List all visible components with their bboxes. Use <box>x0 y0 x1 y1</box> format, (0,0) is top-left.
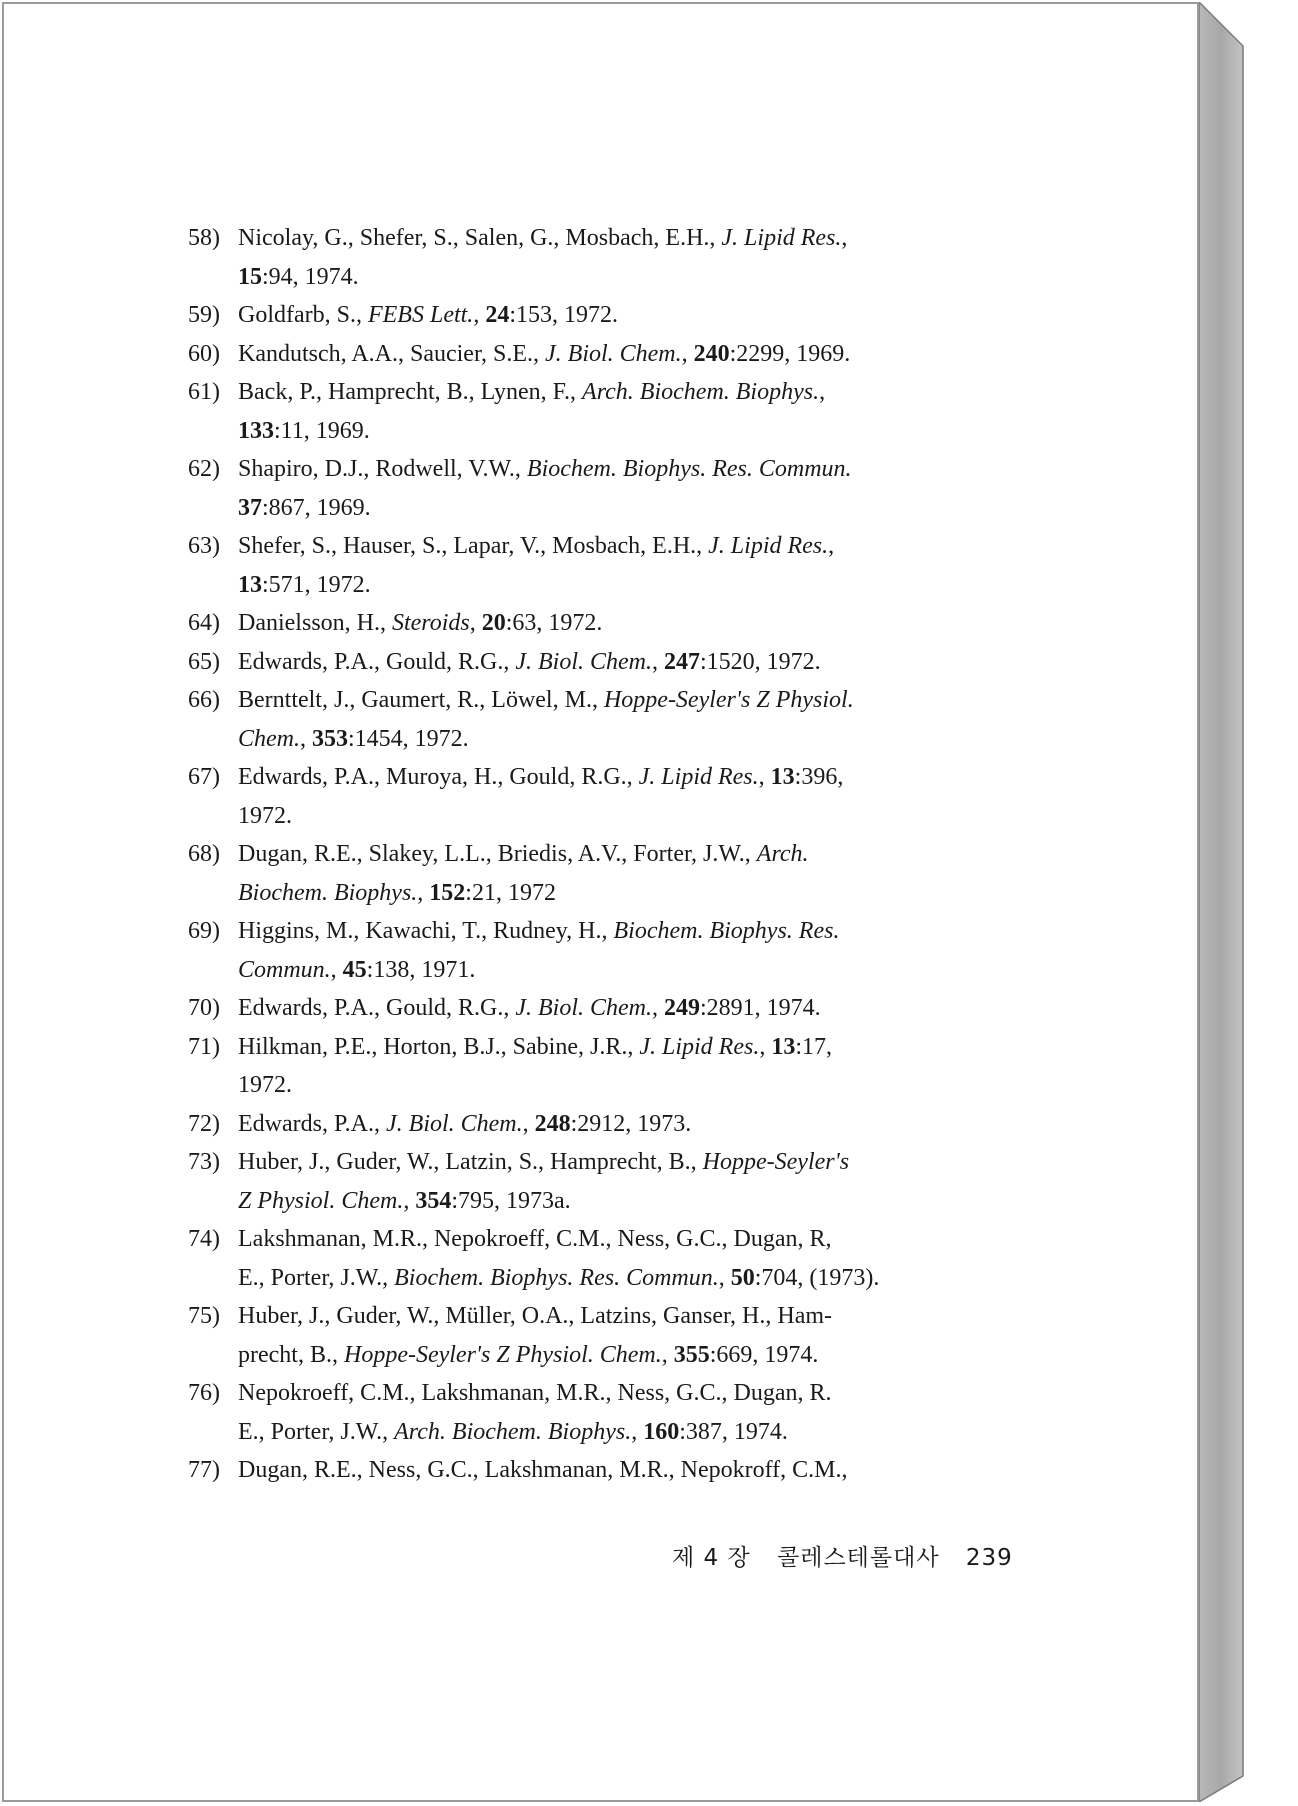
journal-name: Chem. <box>238 725 300 752</box>
reference-item <box>188 373 1020 450</box>
reference-text: :867, 1969. <box>262 494 371 521</box>
reference-number: 65) <box>188 648 220 675</box>
volume-number: 248 <box>534 1110 571 1137</box>
page-number: 239 <box>965 1545 1013 1571</box>
reference-text: , <box>651 648 664 675</box>
reference-text: :669, 1974. <box>709 1341 819 1368</box>
reference-text: Back, P., Hamprecht, B., Lynen, F., <box>238 379 583 405</box>
reference-text: , <box>651 995 664 1021</box>
reference-line <box>238 720 1020 759</box>
reference-text: :1454, 1972. <box>348 725 469 752</box>
reference-text: :17, <box>795 1033 833 1060</box>
reference-text: :795, 1973a. <box>451 1187 571 1214</box>
reference-text: , <box>473 302 486 328</box>
reference-text: :63, 1972. <box>505 610 603 636</box>
reference-text: 1972. <box>238 1072 292 1098</box>
journal-name: Hoppe-Seyler's <box>702 1149 850 1175</box>
reference-line <box>238 1259 1020 1298</box>
reference-text: :396, <box>794 764 844 790</box>
reference-line <box>238 450 1020 489</box>
volume-number: 13 <box>770 764 795 790</box>
reference-text: , <box>403 1187 416 1214</box>
reference-text: Edwards, P.A., <box>238 1110 386 1137</box>
reference-text: :153, 1972. <box>509 302 618 328</box>
reference-item <box>188 219 1020 296</box>
reference-line <box>238 412 1020 451</box>
reference-number: 63) <box>188 533 220 559</box>
reference-number: 76) <box>188 1380 220 1406</box>
journal-name: Arch. Biochem. Biophys. <box>394 1418 632 1445</box>
reference-text: , <box>681 340 694 367</box>
reference-item <box>188 989 1020 1028</box>
reference-text: Higgins, M., Kawachi, T., Rudney, H., <box>238 918 614 944</box>
reference-item <box>188 758 1020 835</box>
reference-number: 68) <box>188 841 220 867</box>
reference-text: Bernttelt, J., Gaumert, R., Löwel, M., <box>238 687 604 713</box>
reference-number: 74) <box>188 1226 220 1252</box>
reference-item <box>188 1297 1020 1374</box>
reference-text: Huber, J., Guder, W., Müller, O.A., Latzins, Ganser, H., Ham- <box>238 1303 833 1329</box>
reference-text: Lakshmanan, M.R., Nepokroeff, C.M., Ness, G.C., Dugan, R, <box>238 1226 832 1252</box>
reference-line <box>238 1413 1020 1452</box>
reference-number: 59) <box>188 302 220 328</box>
journal-name: Biochem. Biophys. Res. Commun. <box>526 456 852 482</box>
journal-name: Biochem. Biophys. Res. Commun. <box>394 1264 719 1291</box>
reference-text: 1972. <box>238 802 292 829</box>
reference-text: Edwards, P.A., Gould, R.G., <box>238 995 516 1021</box>
reference-number: 73) <box>188 1149 220 1175</box>
volume-number: 353 <box>312 725 348 752</box>
reference-item <box>188 527 1020 604</box>
reference-list <box>188 219 1020 1490</box>
reference-item <box>188 450 1020 527</box>
reference-text: :2912, 1973. <box>570 1110 692 1137</box>
reference-line <box>238 835 1020 874</box>
reference-text: E., Porter, J.W., <box>238 1264 395 1291</box>
reference-number: 60) <box>188 340 220 367</box>
reference-item <box>188 604 1020 643</box>
volume-number: 354 <box>415 1187 452 1214</box>
volume-number: 249 <box>663 995 700 1021</box>
volume-number: 24 <box>485 302 510 328</box>
reference-line <box>238 1105 1020 1144</box>
reference-text: , <box>522 1110 535 1137</box>
reference-number: 62) <box>188 456 220 482</box>
journal-name: J. Biol. Chem. <box>545 340 682 367</box>
reference-text: :2299, 1969. <box>729 340 851 367</box>
reference-item <box>188 912 1020 989</box>
reference-item <box>188 1028 1020 1105</box>
reference-item <box>188 681 1020 758</box>
reference-number: 72) <box>188 1110 220 1137</box>
journal-name: Hoppe-Seyler's Z Physiol. Chem. <box>343 1341 662 1368</box>
reference-text: :1520, 1972. <box>699 648 821 675</box>
reference-line <box>238 989 1020 1028</box>
journal-name: J. Lipid Res. <box>638 764 759 790</box>
volume-number: 20 <box>481 610 506 636</box>
reference-number: 70) <box>188 995 220 1021</box>
journal-name: Arch. Biochem. Biophys. <box>582 379 820 405</box>
volume-number: 247 <box>663 648 700 675</box>
reference-line <box>238 1220 1020 1259</box>
volume-number: 355 <box>673 1341 710 1368</box>
reference-line <box>238 604 1020 643</box>
volume-number: 45 <box>342 956 367 983</box>
reference-number: 61) <box>188 379 220 405</box>
reference-line <box>238 912 1020 951</box>
footer-chapter-title: 콜레스테롤대사 <box>777 1545 940 1571</box>
reference-line <box>238 296 1020 335</box>
reference-item <box>188 835 1020 912</box>
reference-item <box>188 1143 1020 1220</box>
reference-line <box>238 1374 1020 1413</box>
reference-text: , <box>828 533 835 559</box>
page-footer <box>672 1539 1031 1572</box>
volume-number: 13 <box>771 1033 796 1060</box>
reference-line <box>238 335 1020 374</box>
reference-line <box>238 681 1020 720</box>
journal-name: Biochem. Biophys. Res. <box>613 918 840 944</box>
journal-name: FEBS Lett. <box>367 302 474 328</box>
reference-text: :21, 1972 <box>465 879 556 906</box>
reference-line <box>238 258 1020 297</box>
volume-number: 152 <box>429 879 466 906</box>
reference-text: Edwards, P.A., Gould, R.G., <box>238 648 516 675</box>
reference-text: Danielsson, H., <box>238 610 392 636</box>
journal-name: Z Physiol. Chem. <box>238 1187 404 1214</box>
reference-number: 67) <box>188 764 220 790</box>
reference-text: , <box>819 379 826 405</box>
reference-text: :704, (1973). <box>754 1264 880 1291</box>
journal-name: Hoppe-Seyler's Z Physiol. <box>603 687 854 713</box>
reference-line <box>238 1182 1020 1221</box>
reference-text: :11, 1969. <box>274 417 370 444</box>
reference-text: , <box>759 1033 772 1060</box>
journal-name: Biochem. Biophys. <box>238 879 418 906</box>
reference-text: Dugan, R.E., Ness, G.C., Lakshmanan, M.R., Nepokroff, C.M., <box>238 1457 848 1483</box>
journal-name: Steroids <box>391 610 470 636</box>
reference-text: :571, 1972. <box>262 571 371 598</box>
reference-text: , <box>417 879 430 906</box>
reference-text: , <box>631 1418 644 1445</box>
reference-item <box>188 643 1020 682</box>
reference-line <box>238 1028 1020 1067</box>
reference-text: :387, 1974. <box>679 1418 788 1445</box>
book-spine <box>1199 2 1244 1802</box>
reference-item <box>188 1374 1020 1451</box>
reference-text: :138, 1971. <box>366 956 476 983</box>
reference-number: 66) <box>188 687 220 713</box>
reference-text: :94, 1974. <box>262 263 359 290</box>
reference-text: Nepokroeff, C.M., Lakshmanan, M.R., Ness, G.C., Dugan, R. <box>238 1380 832 1406</box>
reference-item <box>188 1451 1020 1490</box>
reference-line <box>238 951 1020 990</box>
reference-text: Shefer, S., Hauser, S., Lapar, V., Mosbach, E.H., <box>238 533 709 559</box>
reference-text: , <box>330 956 343 983</box>
reference-text: Goldfarb, S., <box>238 302 368 328</box>
reference-text: :2891, 1974. <box>699 995 821 1021</box>
journal-name: J. Lipid Res. <box>721 225 842 251</box>
reference-text: , <box>718 1264 731 1291</box>
reference-line <box>238 1297 1020 1336</box>
journal-name: J. Lipid Res. <box>639 1033 760 1060</box>
reference-item <box>188 1105 1020 1144</box>
reference-text: Shapiro, D.J., Rodwell, V.W., <box>238 456 527 482</box>
reference-number: 64) <box>188 610 220 636</box>
reference-text: Hilkman, P.E., Horton, B.J., Sabine, J.R., <box>238 1033 640 1060</box>
reference-text: Kandutsch, A.A., Saucier, S.E., <box>238 340 545 367</box>
book-page <box>2 2 1199 1802</box>
footer-chapter: 제 4 장 <box>672 1545 751 1571</box>
reference-number: 58) <box>188 225 220 251</box>
reference-text: E., Porter, J.W., <box>238 1418 395 1445</box>
reference-line <box>238 874 1020 913</box>
reference-item <box>188 296 1020 335</box>
reference-text: , <box>469 610 482 636</box>
reference-line <box>238 1451 1020 1490</box>
journal-name: J. Biol. Chem. <box>515 648 652 675</box>
reference-text: Dugan, R.E., Slakey, L.L., Briedis, A.V., Forter, J.W., <box>238 841 757 867</box>
reference-item <box>188 335 1020 374</box>
reference-item <box>188 1220 1020 1297</box>
volume-number: 50 <box>730 1264 755 1291</box>
journal-name: J. Biol. Chem. <box>386 1110 523 1137</box>
reference-line <box>238 489 1020 528</box>
reference-line <box>238 758 1020 797</box>
reference-line <box>238 643 1020 682</box>
reference-number: 75) <box>188 1303 220 1329</box>
journal-name: J. Biol. Chem. <box>515 995 652 1021</box>
journal-name: J. Lipid Res. <box>708 533 829 559</box>
reference-number: 77) <box>188 1457 220 1483</box>
reference-line <box>238 1066 1020 1105</box>
reference-text: precht, B., <box>238 1341 344 1368</box>
reference-text: , <box>841 225 848 251</box>
reference-text: , <box>661 1341 674 1368</box>
journal-name: Commun. <box>238 956 331 983</box>
reference-text: , <box>758 764 771 790</box>
reference-line <box>238 373 1020 412</box>
reference-line <box>238 566 1020 605</box>
reference-text: Huber, J., Guder, W., Latzin, S., Hamprecht, B., <box>238 1149 703 1175</box>
reference-line <box>238 797 1020 836</box>
volume-number: 133 <box>238 417 274 444</box>
journal-name: Arch. <box>756 841 809 867</box>
reference-line <box>238 1143 1020 1182</box>
volume-number: 240 <box>693 340 730 367</box>
reference-text: , <box>300 725 312 752</box>
reference-line <box>238 527 1020 566</box>
reference-number: 71) <box>188 1033 220 1060</box>
volume-number: 15 <box>238 263 262 290</box>
volume-number: 37 <box>238 494 262 521</box>
volume-number: 160 <box>643 1418 680 1445</box>
reference-line <box>238 219 1020 258</box>
reference-text: Nicolay, G., Shefer, S., Salen, G., Mosbach, E.H., <box>238 225 722 251</box>
reference-text: Edwards, P.A., Muroya, H., Gould, R.G., <box>238 764 639 790</box>
reference-line <box>238 1336 1020 1375</box>
volume-number: 13 <box>238 571 262 598</box>
reference-number: 69) <box>188 918 220 944</box>
